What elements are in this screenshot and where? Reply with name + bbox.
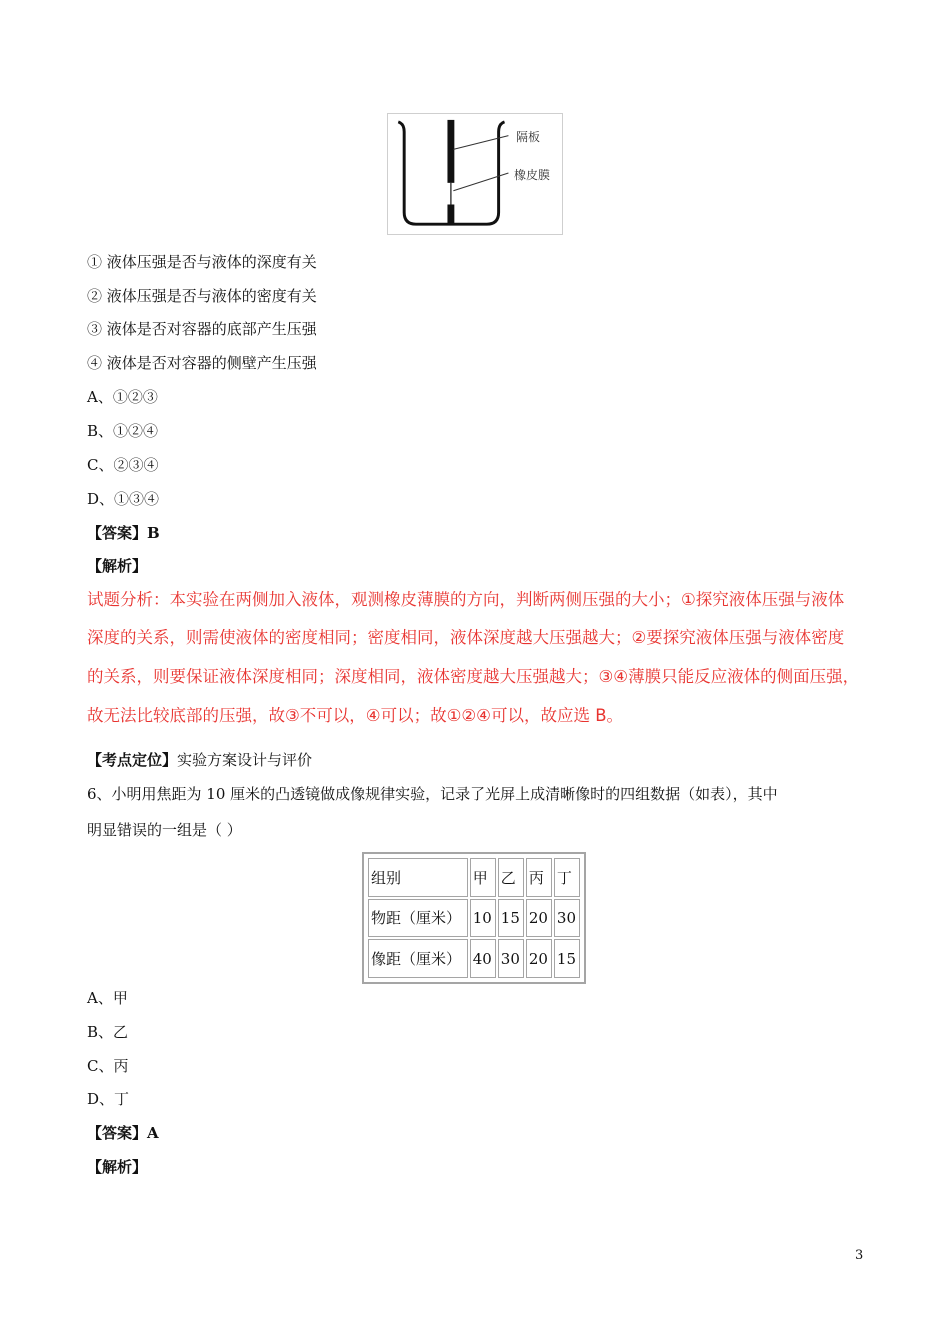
kaodian-text: 实验方案设计与评价 — [177, 751, 313, 769]
analysis-line-4: 故无法比较底部的压强，故③不可以，④可以；故①②④可以，故应选 B。 — [87, 706, 624, 725]
lens-data-table — [366, 856, 582, 980]
kaodian-q5 — [87, 750, 312, 770]
table-cell: 组别 — [368, 858, 468, 897]
table-cell: 物距（厘米） — [368, 899, 468, 938]
analysis-line-2: 深度的关系，则需使液体的密度相同；密度相同，液体深度越大压强越大；②要探究液体压强与液体密度 — [87, 628, 845, 647]
leader-line-partition — [453, 136, 508, 150]
table-cell: 20 — [526, 939, 552, 978]
q6-choice-d: D、丁 — [87, 1090, 130, 1108]
table-cell: 乙 — [498, 858, 524, 897]
beaker-partition-figure — [387, 113, 563, 235]
table-cell: 10 — [470, 899, 496, 938]
analysis-heading-q5: 【解析】 — [87, 557, 148, 575]
q6-choice-b: B、乙 — [87, 1023, 129, 1041]
q6-stem-line-1: 6、小明用焦距为 10 厘米的凸透镜做成像规律实验，记录了光屏上成清晰像时的四组数据（如表），其中 — [87, 785, 778, 803]
table-cell: 30 — [554, 899, 580, 938]
label-partition: 隔板 — [516, 130, 541, 144]
table-cell: 20 — [526, 899, 552, 938]
q6-choice-a: A、甲 — [87, 989, 128, 1007]
statement-4: ④ 液体是否对容器的侧壁产生压强 — [87, 354, 317, 372]
label-membrane: 橡皮膜 — [514, 168, 551, 182]
choice-b: B、①②④ — [87, 422, 159, 440]
kaodian-label: 【考点定位】 — [87, 751, 178, 769]
table-cell: 15 — [498, 899, 524, 938]
analysis-line-1: 试题分析：本实验在两侧加入液体，观测橡皮薄膜的方向，判断两侧压强的大小；①探究液体压强与液体 — [87, 590, 845, 609]
leader-line-membrane — [453, 173, 508, 191]
table-cell: 像距（厘米） — [368, 939, 468, 978]
table-cell: 40 — [470, 939, 496, 978]
answer-q5: 【答案】B — [87, 524, 160, 542]
statement-1: ① 液体压强是否与液体的深度有关 — [87, 253, 317, 271]
table-cell: 30 — [498, 939, 524, 978]
answer-q6: 【答案】A — [87, 1124, 159, 1142]
statement-2: ② 液体压强是否与液体的密度有关 — [87, 287, 317, 305]
table-cell: 15 — [554, 939, 580, 978]
choice-c: C、②③④ — [87, 456, 159, 474]
partition-lower — [447, 204, 454, 224]
choice-d: D、①③④ — [87, 490, 160, 508]
statement-3: ③ 液体是否对容器的底部产生压强 — [87, 320, 317, 338]
lens-data-table-frame — [362, 852, 586, 984]
table-header-row — [368, 858, 580, 897]
table-cell: 丁 — [554, 858, 580, 897]
analysis-heading-q6: 【解析】 — [87, 1158, 148, 1176]
page-number: 3 — [855, 1248, 864, 1263]
q6-choice-c: C、丙 — [87, 1057, 129, 1075]
choice-a: A、①②③ — [87, 388, 158, 406]
analysis-line-3: 的关系，则要保证液体深度相同；深度相同，液体密度越大压强越大；③④薄膜只能反应液体的侧面压强， — [87, 667, 860, 686]
table-cell: 丙 — [526, 858, 552, 897]
table-row — [368, 939, 580, 978]
table-cell: 甲 — [470, 858, 496, 897]
q6-stem-line-2: 明显错误的一组是（ ） — [87, 821, 242, 839]
partition-upper — [447, 120, 454, 183]
table-row — [368, 899, 580, 938]
